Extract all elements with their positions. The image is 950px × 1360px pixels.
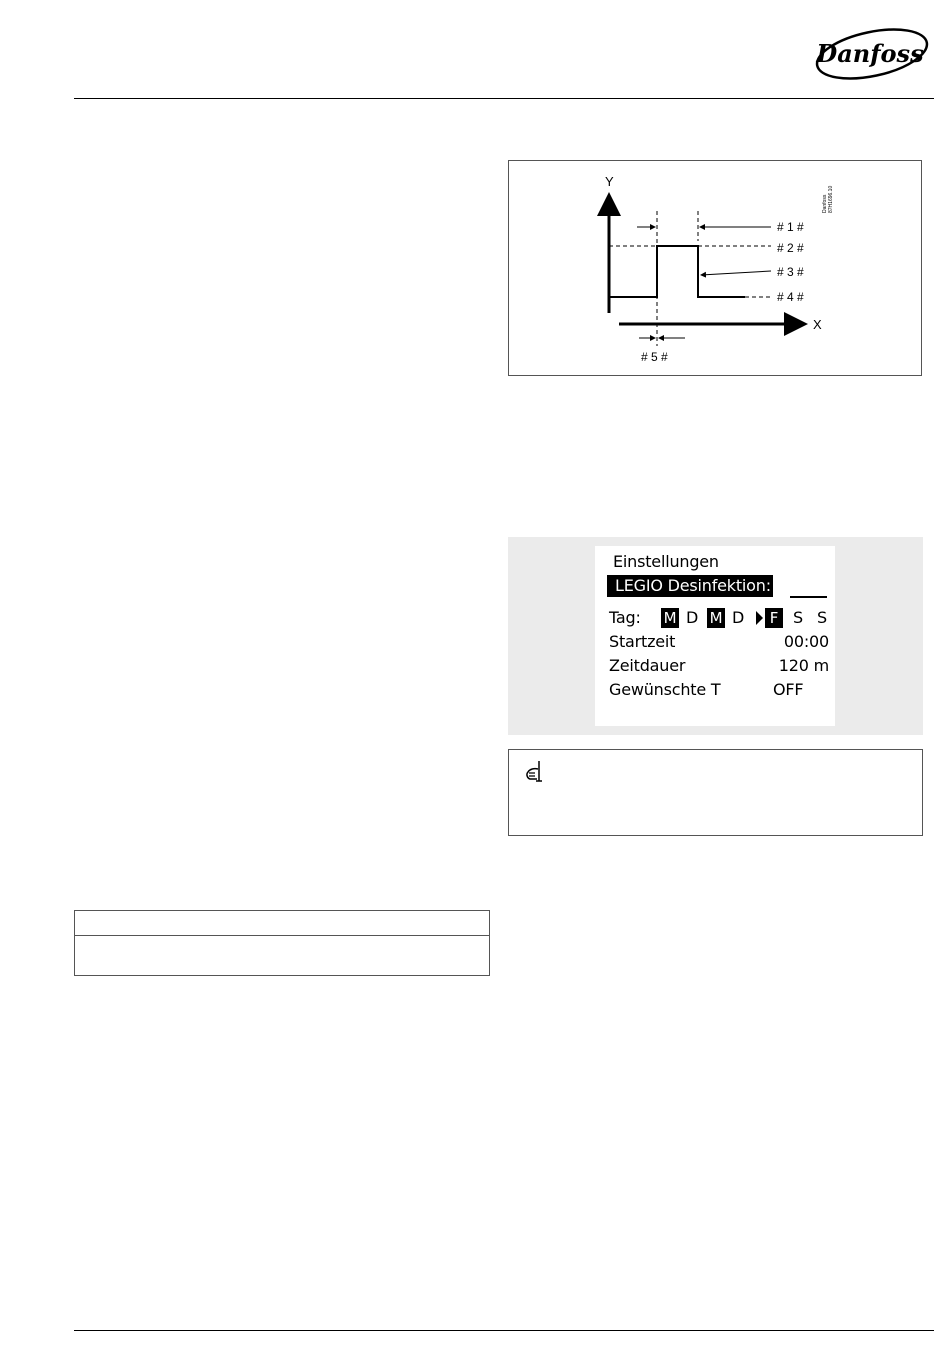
day-sunday[interactable]: S xyxy=(817,608,827,627)
screen-title: Einstellungen xyxy=(613,552,719,571)
cursor-arrow-icon xyxy=(756,611,763,625)
footer-rule xyxy=(74,1330,934,1331)
day-saturday[interactable]: S xyxy=(793,608,803,627)
y-axis-label: Y xyxy=(605,174,614,189)
day-friday[interactable]: F xyxy=(765,608,783,628)
duration-value[interactable]: 120 m xyxy=(778,656,829,675)
danfoss-logo xyxy=(812,28,932,82)
desired-temp-value[interactable]: OFF xyxy=(773,680,804,699)
subtitle-underline xyxy=(790,596,827,598)
drawing-code-1: Danfoss xyxy=(822,194,828,213)
controller-display-panel xyxy=(508,537,923,735)
signal-pulse xyxy=(609,246,745,297)
timing-diagram xyxy=(508,160,922,376)
table-divider xyxy=(75,935,489,936)
label-4: # 4 # xyxy=(777,290,804,304)
duration-label: Zeitdauer xyxy=(609,656,686,675)
header-rule xyxy=(74,98,934,99)
day-thursday[interactable]: D xyxy=(731,608,745,627)
desired-temp-label: Gewünschte T xyxy=(609,680,721,699)
start-time-value[interactable]: 00:00 xyxy=(783,632,829,651)
note-box xyxy=(508,749,923,836)
lcd-screen xyxy=(595,546,835,726)
label-5: # 5 # xyxy=(641,350,668,364)
pointing-hand-icon xyxy=(524,759,546,787)
label-2: # 2 # xyxy=(777,241,804,255)
day-label: Tag: xyxy=(609,608,641,627)
brand-name: Danfoss xyxy=(816,39,924,68)
day-wednesday[interactable]: M xyxy=(707,608,725,628)
label-1: # 1 # xyxy=(777,220,804,234)
day-tuesday[interactable]: D xyxy=(685,608,699,627)
start-time-label: Startzeit xyxy=(609,632,676,651)
x-axis-label: X xyxy=(813,317,822,332)
day-monday[interactable]: M xyxy=(661,608,679,628)
info-table xyxy=(74,910,490,976)
drawing-code-2: 87H1696.10 xyxy=(828,185,834,213)
screen-subtitle: LEGIO Desinfektion: xyxy=(607,575,773,597)
label-3: # 3 # xyxy=(777,265,804,279)
